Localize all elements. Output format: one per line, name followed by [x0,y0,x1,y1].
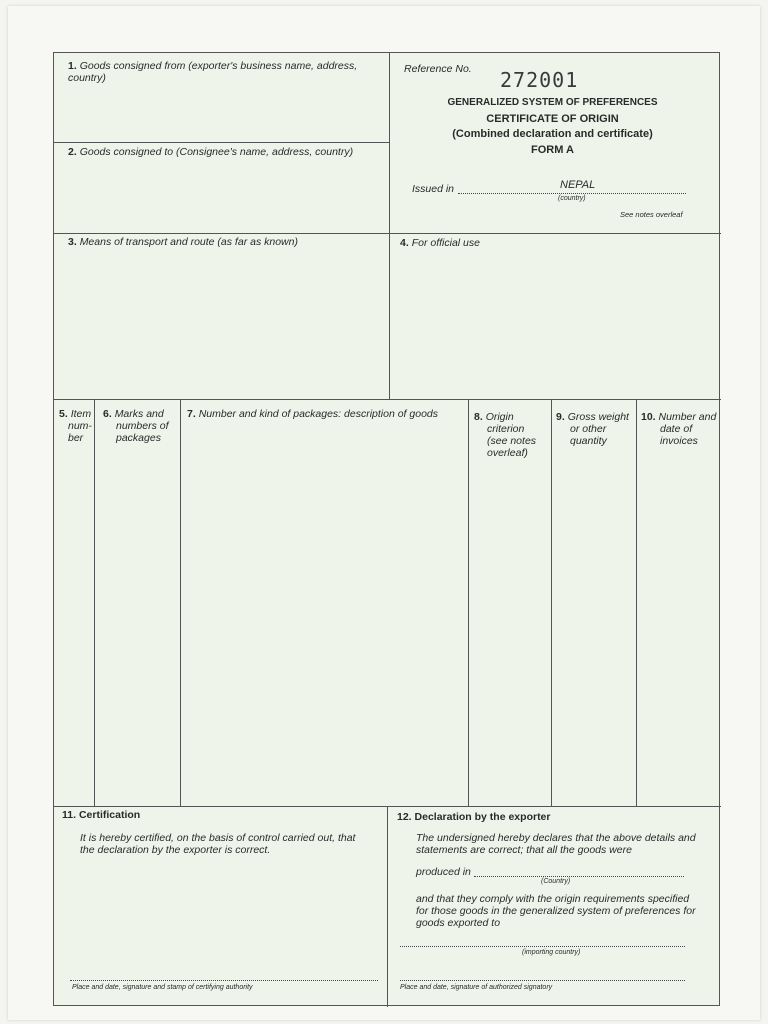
divider [94,399,95,806]
box12-text-2: and that they comply with the origin requirements specified for those goods in the generalized system of preferences for goods exported to [416,893,696,929]
reference-number: 272001 [500,68,579,92]
certifying-signature-line[interactable] [70,980,378,981]
box12-title: 12. Declaration by the exporter [397,811,551,823]
form-a-title: FORM A [531,144,574,156]
divider [54,142,389,143]
reference-label: Reference No. [404,63,472,75]
divider [636,399,637,806]
country-caption-2: (Country) [541,878,571,885]
col5-header: 5. Item num- ber [59,408,92,444]
certificate-title: CERTIFICATE OF ORIGIN [486,113,619,125]
box12-text: The undersigned hereby declares that the above details and statements are correct; that all the goods were [416,832,696,856]
divider [180,399,181,806]
divider [54,233,721,234]
divider [387,806,388,1007]
col10-header: 10. Number and date of invoices [641,411,717,447]
divider [551,399,552,806]
issued-in-line [458,193,686,194]
divider [54,399,721,400]
country-caption: (country) [558,195,586,202]
box3-label: 3. Means of transport and route (as far as known) [68,236,298,248]
box4-label: 4. For official use [400,237,480,249]
certificate-form [53,52,720,1006]
box11-title: 11. Certification [62,809,141,821]
col6-header: 6. Marks and numbers of packages [103,408,169,444]
issued-country[interactable]: NEPAL [560,179,596,191]
box11-footer: Place and date, signature and stamp of certifying authority [72,984,253,991]
importing-country-caption: (importing country) [522,949,581,956]
col8-header: 8. Origin criterion (see notes overleaf) [474,411,537,459]
issued-in-label: Issued in [412,183,455,195]
produced-in-label: produced in [416,866,471,878]
divider [468,399,469,806]
box11-text: It is hereby certified, on the basis of control carried out, that the declaration by the exporter is correct. [80,832,356,856]
col7-header: 7. Number and kind of packages: description of goods [187,408,438,420]
box1-label: 1. Goods consigned from (exporter's business name, address, country) [68,60,358,84]
produced-in-line[interactable] [474,876,684,877]
exporter-signature-line[interactable] [400,980,685,981]
importing-country-line[interactable] [400,946,685,947]
notes-overleaf: See notes overleaf [620,210,683,219]
box2-label: 2. Goods consigned to (Consignee's name, address, country) [68,146,354,158]
box12-footer: Place and date, signature of authorized signatory [400,984,553,991]
certificate-subtitle: (Combined declaration and certificate) [452,128,653,140]
gsp-title: GENERALIZED SYSTEM OF PREFERENCES [447,97,658,108]
col9-header: 9. Gross weight or other quantity [556,411,629,447]
